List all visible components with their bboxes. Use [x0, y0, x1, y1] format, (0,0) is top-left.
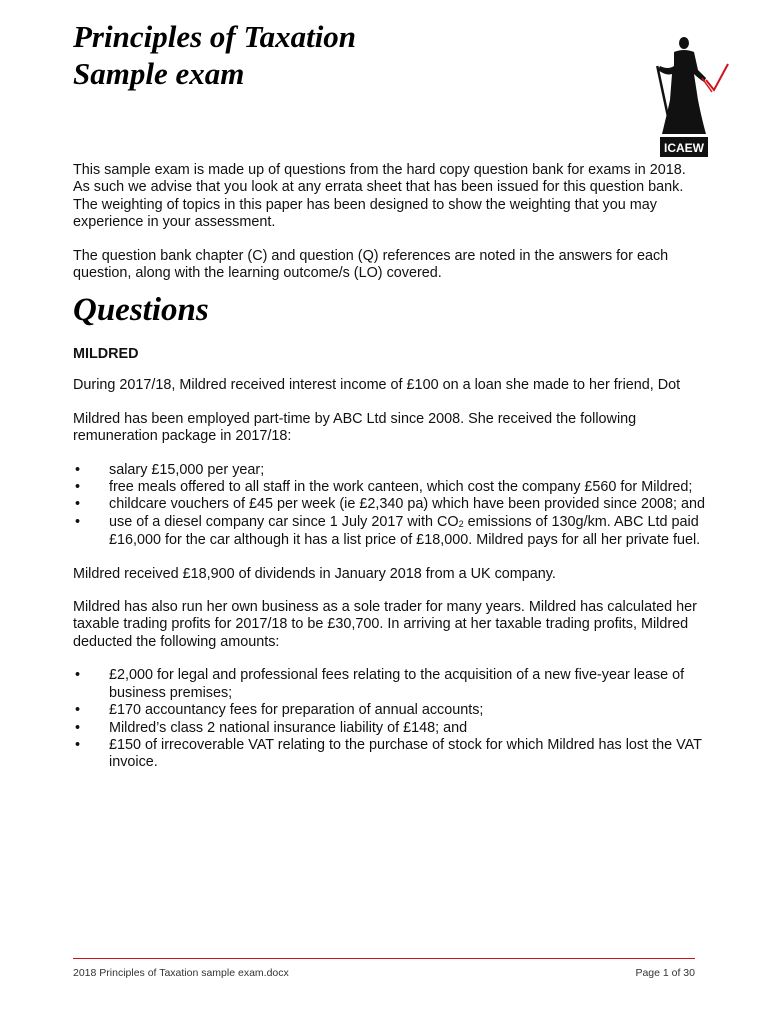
bullet-icon: •	[75, 496, 81, 513]
footer-page-number: Page 1 of 30	[635, 967, 695, 979]
question-paragraph-2: Mildred has been employed part-time by ABC Ltd since 2008. She received the following remuneration package in 2017/18:	[73, 410, 637, 445]
document-title	[73, 18, 356, 92]
section-heading: Questions	[73, 292, 209, 328]
page-footer	[73, 967, 695, 979]
question-name: MILDRED	[73, 346, 139, 362]
list-item: • £170 accountancy fees for preparation of annual accounts;	[75, 702, 484, 719]
remuneration-list	[73, 462, 705, 550]
logo-text: ICAEW	[664, 141, 704, 155]
question-section	[73, 346, 705, 788]
car-bullet-text: use of a diesel company car since 1 July 2017 with $CO_2$ emissions of 130g/km. ABC Ltd paid £16,000 for the car although it has a list price of £18,000. Mildred pays for all her private fuel.	[109, 513, 701, 549]
intro-paragraph-1: This sample exam is made up of questions from the hard copy question bank for exams in 2018. As such we advise that you look at any errata sheet that has been issued for this question bank. The weighting of topics in this paper has been designed to show the weighting that you may experience in your assessment.	[73, 162, 686, 231]
question-paragraph-4: Mildred has also run her own business as a sole trader for many years. Mildred has calculated her taxable trading profits for 2017/18 to be £30,700. In arriving at her taxable trading profits, Mildred deducted the following amounts:	[73, 599, 697, 650]
title-line-2: Sample exam	[73, 56, 245, 91]
list-item: • £2,000 for legal and professional fees relating to the acquisition of a new five-year lease of business premises;	[75, 667, 685, 701]
footer-filename: 2018 Principles of Taxation sample exam.docx	[73, 967, 289, 979]
bullet-icon: •	[75, 667, 81, 684]
question-paragraph-3: Mildred received £18,900 of dividends in January 2018 from a UK company.	[73, 565, 556, 582]
bullet-icon: •	[75, 479, 81, 496]
bullet-icon: •	[75, 461, 81, 478]
list-item: • childcare vouchers of £45 per week (ie £2,340 pa) which have been provided since 2008; and	[75, 496, 705, 513]
footer-divider	[73, 958, 695, 959]
list-item	[73, 514, 705, 550]
intro-section	[73, 162, 705, 282]
deductions-list	[73, 667, 705, 771]
question-paragraph-1: During 2017/18, Mildred received interest income of £100 on a loan she made to her friend, Dot	[73, 377, 681, 394]
bullet-icon: •	[75, 736, 81, 753]
list-item: • Mildred’s class 2 national insurance liability of £148; and	[75, 719, 468, 736]
list-item: • free meals offered to all staff in the work canteen, which cost the company £560 for Mildred;	[75, 479, 693, 496]
bullet-icon: •	[75, 702, 81, 719]
bullet-icon: •	[75, 513, 81, 530]
list-item: • salary £15,000 per year;	[75, 461, 265, 478]
list-item: • £150 of irrecoverable VAT relating to the purchase of stock for which Mildred has lost the VAT invoice.	[75, 736, 702, 771]
icaew-logo-icon	[636, 30, 732, 160]
intro-paragraph-2: The question bank chapter (C) and question (Q) references are noted in the answers for each question, along with the learning outcome/s (LO) covered.	[73, 247, 669, 282]
title-line-1: Principles of Taxation	[73, 19, 357, 54]
icaew-logo	[636, 30, 732, 160]
bullet-icon: •	[75, 719, 81, 736]
